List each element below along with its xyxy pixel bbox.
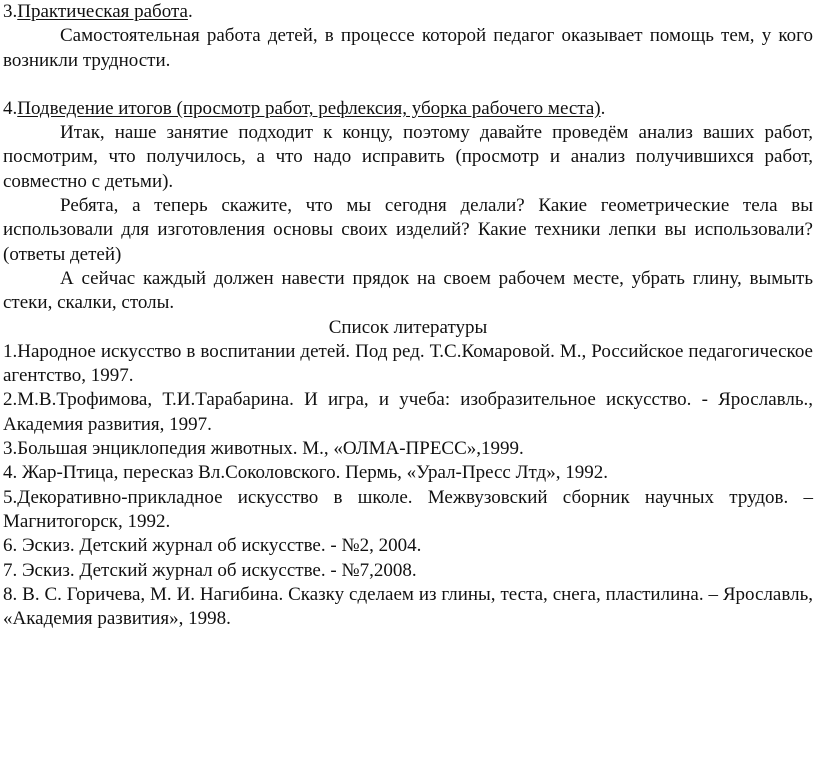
section-3-text: Самостоятельная работа детей, в процессе которой педагог оказывает помощь тем, у кого возникли трудности.: [3, 25, 813, 71]
section-3-title-suffix: .: [187, 1, 193, 22]
section-3-heading: [3, 0, 813, 24]
reference-item: 2.М.В.Трофимова, Т.И.Тарабарина. И игра, и учеба: изобразительное искусство. - Ярославль., Академия развития, 1997.: [3, 389, 813, 435]
section-4-paragraph: Итак, наше занятие подходит к концу, поэтому давайте проведём анализ ваших работ, посмотрим, что получилось, а что надо исправить (просмотр и анализ получившихся работ, совместно с детьми).: [3, 122, 813, 192]
reference-item: 7. Эскиз. Детский журнал об искусстве. - №7,2008.: [3, 559, 417, 581]
section-4-title-suffix: .: [600, 97, 606, 119]
section-4-heading: [3, 97, 813, 121]
references-heading: Список литературы: [328, 316, 488, 338]
section-3-number: 3.: [3, 1, 18, 22]
reference-item: 5.Декоративно-прикладное искусство в школе. Межвузовский сборник научных трудов. – Магнитогорск, 1992.: [3, 486, 813, 532]
reference-item: 1.Народное искусство в воспитании детей. Под ред. Т.С.Комаровой. М., Российское педагогическое агентство, 1997.: [3, 340, 813, 387]
reference-item: 8. В. С. Горичева, М. И. Нагибина. Сказку сделаем из глины, теста, снега, пластилина. – Ярославль, «Академия развития», 1998.: [3, 583, 813, 630]
section-4-paragraph: Ребята, а теперь скажите, что мы сегодня делали? Какие геометрические тела вы использовали для изготовления основы своих изделий? Какие техники лепки вы использовали? (ответы детей): [3, 195, 813, 265]
section-4-paragraph: А сейчас каждый должен навести прядок на своем рабочем месте, убрать глину, вымыть стеки, скалки, столы.: [3, 267, 813, 314]
blank-line: [3, 73, 813, 97]
section-3-title: Практическая работа: [17, 1, 188, 22]
reference-item: 3.Большая энциклопедия животных. М., «ОЛМА-ПРЕСС»,1999.: [3, 438, 524, 460]
reference-item: 4. Жар-Птица, пересказ Вл.Соколовского. Пермь, «Урал-Пресс Лтд», 1992.: [3, 462, 608, 484]
section-4-number: 4.: [3, 97, 18, 119]
reference-item: 6. Эскиз. Детский журнал об искусстве. - №2, 2004.: [3, 535, 422, 557]
section-4-title: Подведение итогов (просмотр работ, рефлексия, уборка рабочего места): [17, 97, 601, 119]
